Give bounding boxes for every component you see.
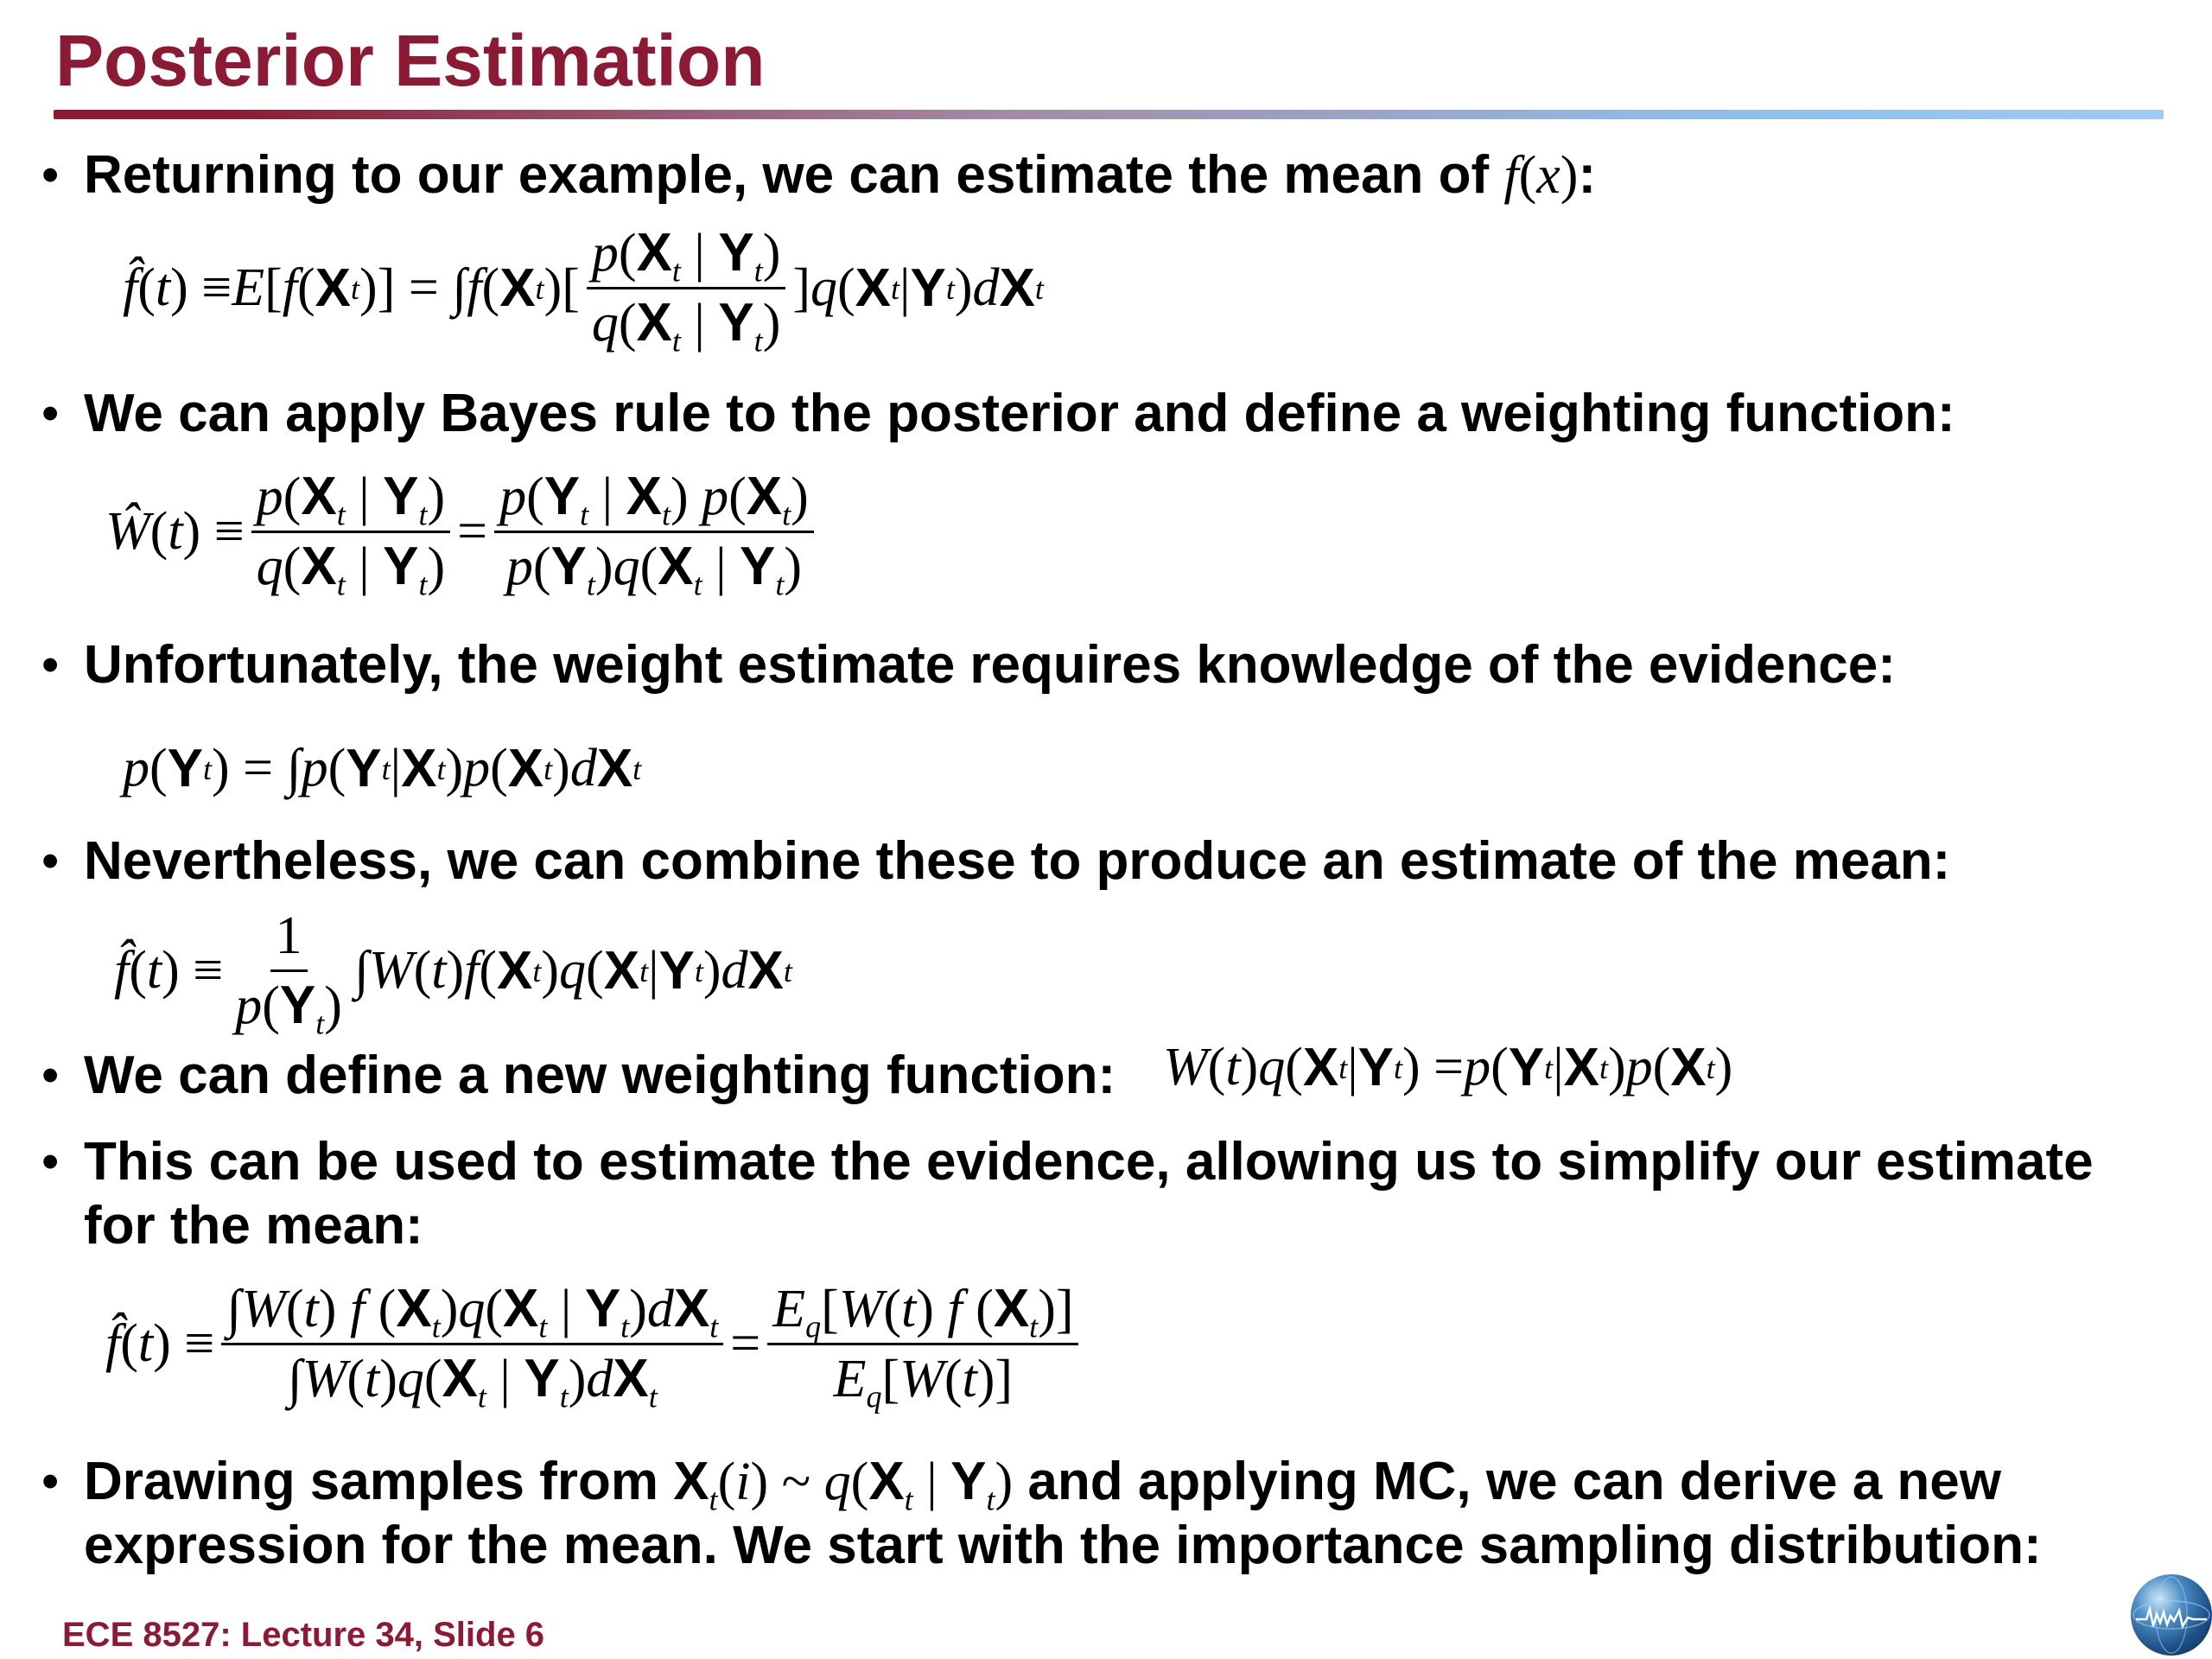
- bullet-6: [41, 1130, 2167, 1258]
- bullet-text: Nevertheless, we can combine these to produce an estimate of the mean:: [84, 831, 1951, 891]
- inline-sampling-expression: $X_t(i)$ ~ $q(X_t$ | $Y_t$): [673, 1452, 1014, 1517]
- slide-title: Posterior Estimation: [55, 20, 766, 101]
- bullet-5: [41, 1044, 2167, 1108]
- bullet-dot-icon: •: [41, 637, 60, 693]
- bullet-dot-icon: •: [41, 147, 60, 203]
- equation-mean-estimate: f̂ ( t ) ≡ E [ f ( X t )] = ∫ f ( X t )[ $\frac{p(X_t | Y_t)}{q(X_t | Y_t)}$ ] q ( X t | Y t ) d X t: [123, 223, 1044, 359]
- bullet-text: Drawing samples from $X_t(i)$ ~ $q(X_t$ | $Y_t$) and applying MC, we can derive a new expression for the mean. We start with the importance sampling distribution:: [84, 1452, 2042, 1575]
- bullet-1: [41, 143, 2167, 207]
- bullet-text: Returning to our example, we can estimate the mean of f(x):: [84, 145, 1597, 205]
- title-divider: [54, 110, 2164, 119]
- bullet-text: We can define a new weighting function:: [84, 1046, 1116, 1105]
- bullet-3: [41, 633, 2167, 697]
- bullet-dot-icon: •: [41, 385, 60, 442]
- bullet-2: [41, 382, 2167, 446]
- bullet-text: This can be used to estimate the evidence, allowing us to simplify our estimate for the mean:: [84, 1132, 2094, 1255]
- bullet-text: Unfortunately, the weight estimate requires knowledge of the evidence:: [84, 635, 1896, 695]
- equation-evidence: p ( Y t ) = ∫ p ( Y t | X t ) p ( X t ) d X t: [123, 739, 642, 798]
- equation-weighting-function: Ŵ ( t ) ≡ $\frac{p(X_t | Y_t)}{q(X_t | Y_t)}$ = $\frac{p(Y_t | X_t) p(X_t)}{p(Y_t)q(X_t | Y_t)}$: [105, 467, 821, 597]
- equation-mean-with-evidence: f̂ ( t ) ≡ $\frac{1}{p(Y_t)}$ ∫ W ( t ) f ( X t ) q ( X t | Y t ) d X t: [114, 906, 792, 1041]
- bullet-dot-icon: •: [41, 1047, 60, 1103]
- bullet-dot-icon: •: [41, 1453, 60, 1510]
- bullet-text: We can apply Bayes rule to the posterior and define a weighting function:: [84, 384, 1955, 443]
- bullet-dot-icon: •: [41, 833, 60, 889]
- equation-mean-simplified: f̂ ( t ) ≡ $\frac{\int W(t) f (X_t)q(X_t | Y_t)dX_t}{\int W(t)q(X_t | Y_t)dX_t}$ = $\frac{E_q[W(t) f (X_t)]}{E_q[W(t)]}$: [105, 1279, 1085, 1409]
- bullet-7: [41, 1450, 2167, 1578]
- bullet-4: [41, 830, 2167, 893]
- globe-logo-icon: [2131, 1574, 2212, 1656]
- equation-new-weighting: W ( t ) q ( X t | Y t ) = p ( Y t | X t ) p ( X t ): [1163, 1038, 1733, 1097]
- bullet-dot-icon: •: [41, 1134, 60, 1190]
- slide-footer: ECE 8527: Lecture 34, Slide 6: [62, 1616, 545, 1654]
